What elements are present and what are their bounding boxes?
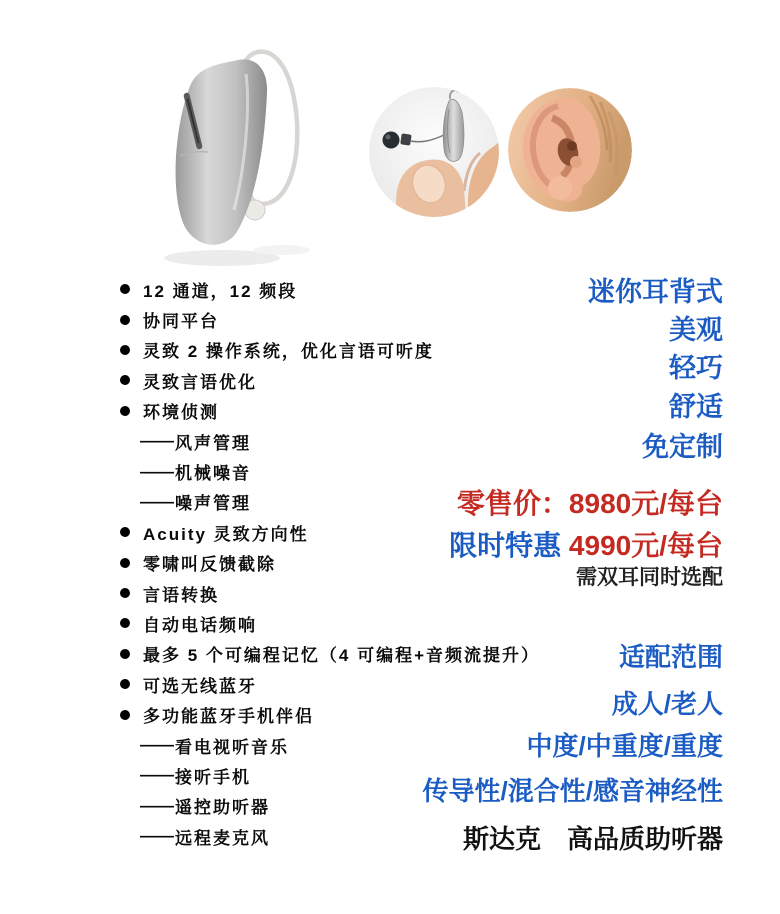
feature-text: 环境侦测 [143,403,219,423]
deal-label: 限时特惠 [449,530,569,561]
fit-degree: 中度/中重度/重度 [526,731,723,761]
feature-item [118,699,488,729]
feature-item [118,274,488,304]
ear-lobe [548,176,572,200]
feature-text: 灵致言语优化 [143,372,257,392]
dash-prefix: —— [140,735,174,755]
feature-item [118,578,488,608]
feature-text: 零啸叫反馈截除 [143,555,276,575]
dash-prefix: —— [140,491,174,511]
feature-item [118,548,488,578]
fit-title: 适配范围 [618,642,723,672]
feature-text: 可选无线蓝牙 [143,676,257,696]
feature-item [118,487,488,517]
bullet-icon [120,345,130,355]
feature-text: 最多 5 个可编程记忆（4 可编程+音频流提升） [143,646,541,666]
bullet-icon [120,284,130,294]
feature-text: 看电视听音乐 [175,737,289,757]
style-point-1: 美观 [669,315,723,345]
deal-price: 4990元/每台 [568,530,723,561]
bullet-icon [120,558,130,568]
bullet-icon [120,406,130,416]
feature-text: Acuity 灵致方向性 [143,524,309,544]
feature-text: 协同平台 [143,312,219,332]
bullet-icon [120,315,130,325]
fit-types: 传导性/混合性/感音神经性 [422,776,723,806]
dash-prefix: —— [140,431,174,451]
feature-item [118,730,488,760]
brand-line: 斯达克 高品质助听器 [462,824,723,854]
style-title: 迷你耳背式 [588,277,723,307]
style-point-2: 轻巧 [669,353,723,383]
dash-prefix: —— [140,795,174,815]
feature-item [118,304,488,334]
feature-item [118,365,488,395]
hand-holding-hearing-aid-photo [369,87,499,217]
bullet-icon [120,649,130,659]
feature-item [118,335,488,365]
feature-text: 言语转换 [143,585,219,605]
bullet-icon [120,527,130,537]
bullet-icon [120,679,130,689]
feature-item [118,639,541,669]
dash-prefix: —— [140,826,174,846]
feature-text: 机械噪音 [175,464,251,484]
feature-text: 远程麦克风 [175,828,270,848]
feature-text: 遥控助听器 [175,798,270,818]
feature-item [118,608,488,638]
feature-text: 灵致 2 操作系统，优化言语可听度 [143,342,434,362]
deal-note: 需双耳同时选配 [576,566,723,589]
retail-price: 零售价：8980元/每台 [456,488,723,519]
feature-item [118,669,488,699]
feature-text: 风声管理 [175,433,251,453]
feature-text: 自动电话频响 [143,615,257,635]
mini-hearing-aid [443,99,464,161]
feature-item [118,821,488,851]
bullet-icon [120,588,130,598]
feature-text: 噪声管理 [175,494,251,514]
feature-text: 接听手机 [175,767,251,787]
fit-people: 成人/老人 [611,689,723,719]
mini-receiver-dome [383,132,400,149]
style-point-3: 舒适 [669,392,723,422]
feature-item [118,396,488,426]
ear-photo [508,88,632,212]
deal-price-line [449,529,723,563]
dash-prefix: —— [140,461,174,481]
feature-text: 多功能蓝牙手机伴侣 [143,707,314,727]
bullet-icon [120,618,130,628]
style-point-4: 免定制 [642,432,723,462]
feature-item [118,426,488,456]
bullet-icon [120,375,130,385]
feature-text: 12 通道，12 频段 [143,281,298,301]
feature-item [118,517,488,547]
dash-prefix: —— [140,765,174,785]
bullet-icon [120,710,130,720]
hearing-aid-product-photo [150,34,345,274]
feature-item [118,456,488,486]
